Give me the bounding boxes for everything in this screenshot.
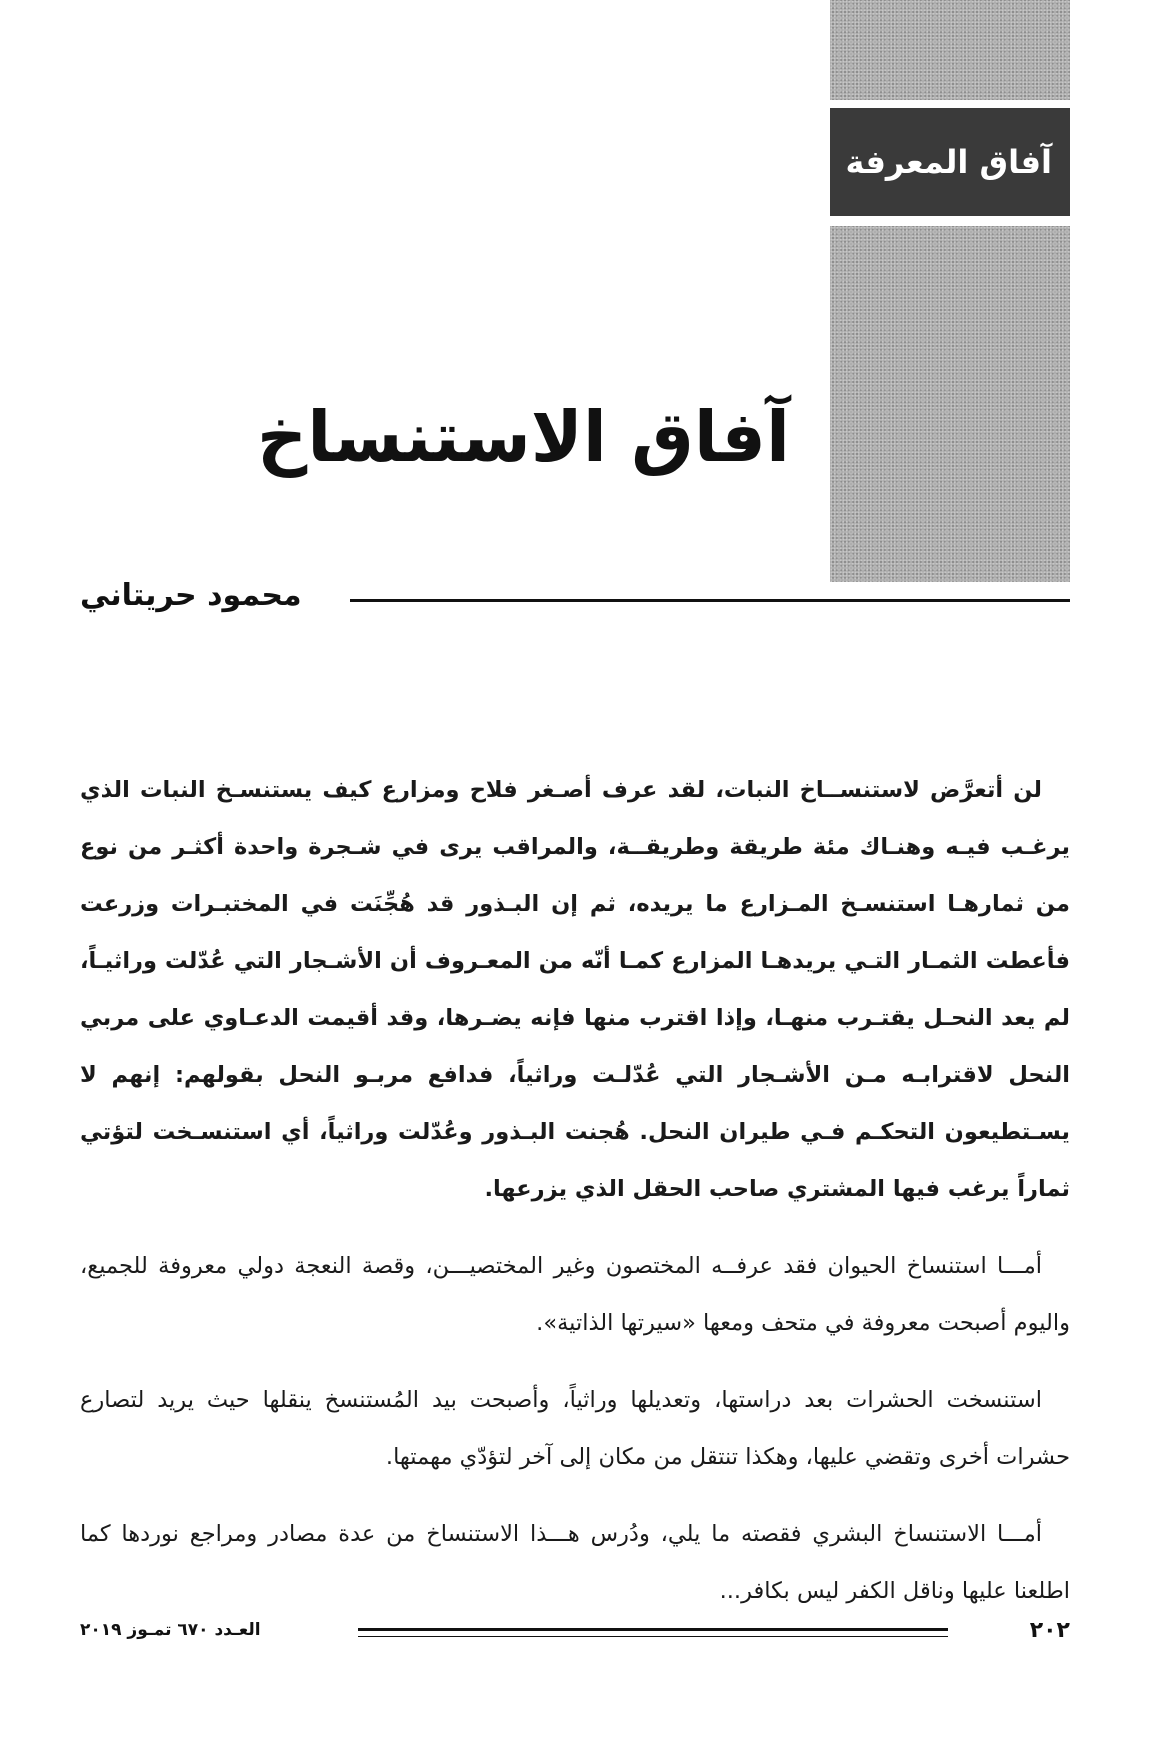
body-paragraph: أمـــا الاستنساخ البشري فقصته ما يلي، ودُرس هـــذا الاستنساخ من عدة مصادر ومراجع نوردها كما اطلعنا عليها وناقل الكفر ليس بكافر...: [80, 1521, 1070, 1604]
author-row: [80, 578, 1070, 628]
body-paragraph: استنسخت الحشرات بعد دراستها، وتعديلها وراثياً، وأصبحت بيد المُستنسخ ينقلها حيث يريد لتصارع حشرات أخرى وتقضي عليها، وهكذا تنتقل من مكان إلى آخر لتؤدّي مهمتها.: [80, 1387, 1070, 1470]
issue-info: العـدد ٦٧٠ تمـوز ٢٠١٩: [80, 1620, 261, 1640]
footer-divider-thick: [358, 1628, 948, 1631]
article-body: [80, 762, 1070, 1640]
page-number: ٢٠٢: [1029, 1618, 1070, 1643]
article-title: آفاق الاستنساخ: [256, 395, 790, 478]
decorative-gray-block-bottom: [830, 226, 1070, 582]
decorative-gray-block-top: [830, 0, 1070, 100]
page-footer: [80, 1618, 1070, 1658]
author-name: محمود حريتاني: [80, 578, 302, 613]
section-label: آفاق المعرفة: [845, 143, 1052, 181]
footer-divider-thin: [358, 1636, 948, 1637]
section-header-band: [830, 108, 1070, 216]
body-paragraph: لن أتعرَّض لاستنســاخ النبات، لقد عرف أصـغر فلاح ومزارع كيف يستنسـخ النبات الذي يرغـب فيـه وهنـاك مئة طريقة وطريقــة، والمراقب يرى في شـجرة واحدة أكثـر من نوع من ثمارهـا استنسـخ المـزارع ما يريده، ثم إن البـذور قد هُجِّنَت في المختبـرات وزرعت فأعطت الثمـار التـي يريدهـا المزارع كمـا أنّه من المعـروف أن الأشـجار التي عُدّلت وراثيـاً، لم يعد النحـل يقتـرب منهـا، وإذا اقترب منها فإنه يضـرها، وقد أقيمت الدعـاوي على مربي النحل لاقترابـه مـن الأشـجار التي عُدّلـت وراثياً، فدافع مربـو النحل بقولهم: إنهم لا يسـتطيعون التحكـم فـي طيران النحل. هُجنت البـذور وعُدّلت وراثياً، أي استنسـخت لتؤتي ثماراً يرغب فيها المشتري صاحب الحقل الذي يزرعها.: [80, 777, 1070, 1202]
author-divider: [350, 599, 1070, 602]
body-paragraph: أمـــا استنساخ الحيوان فقد عرفــه المختصون وغير المختصيـــن، وقصة النعجة دولي معروفة للجميع، واليوم أصبحت معروفة في متحف ومعها «سيرتها الذاتية».: [80, 1253, 1070, 1336]
